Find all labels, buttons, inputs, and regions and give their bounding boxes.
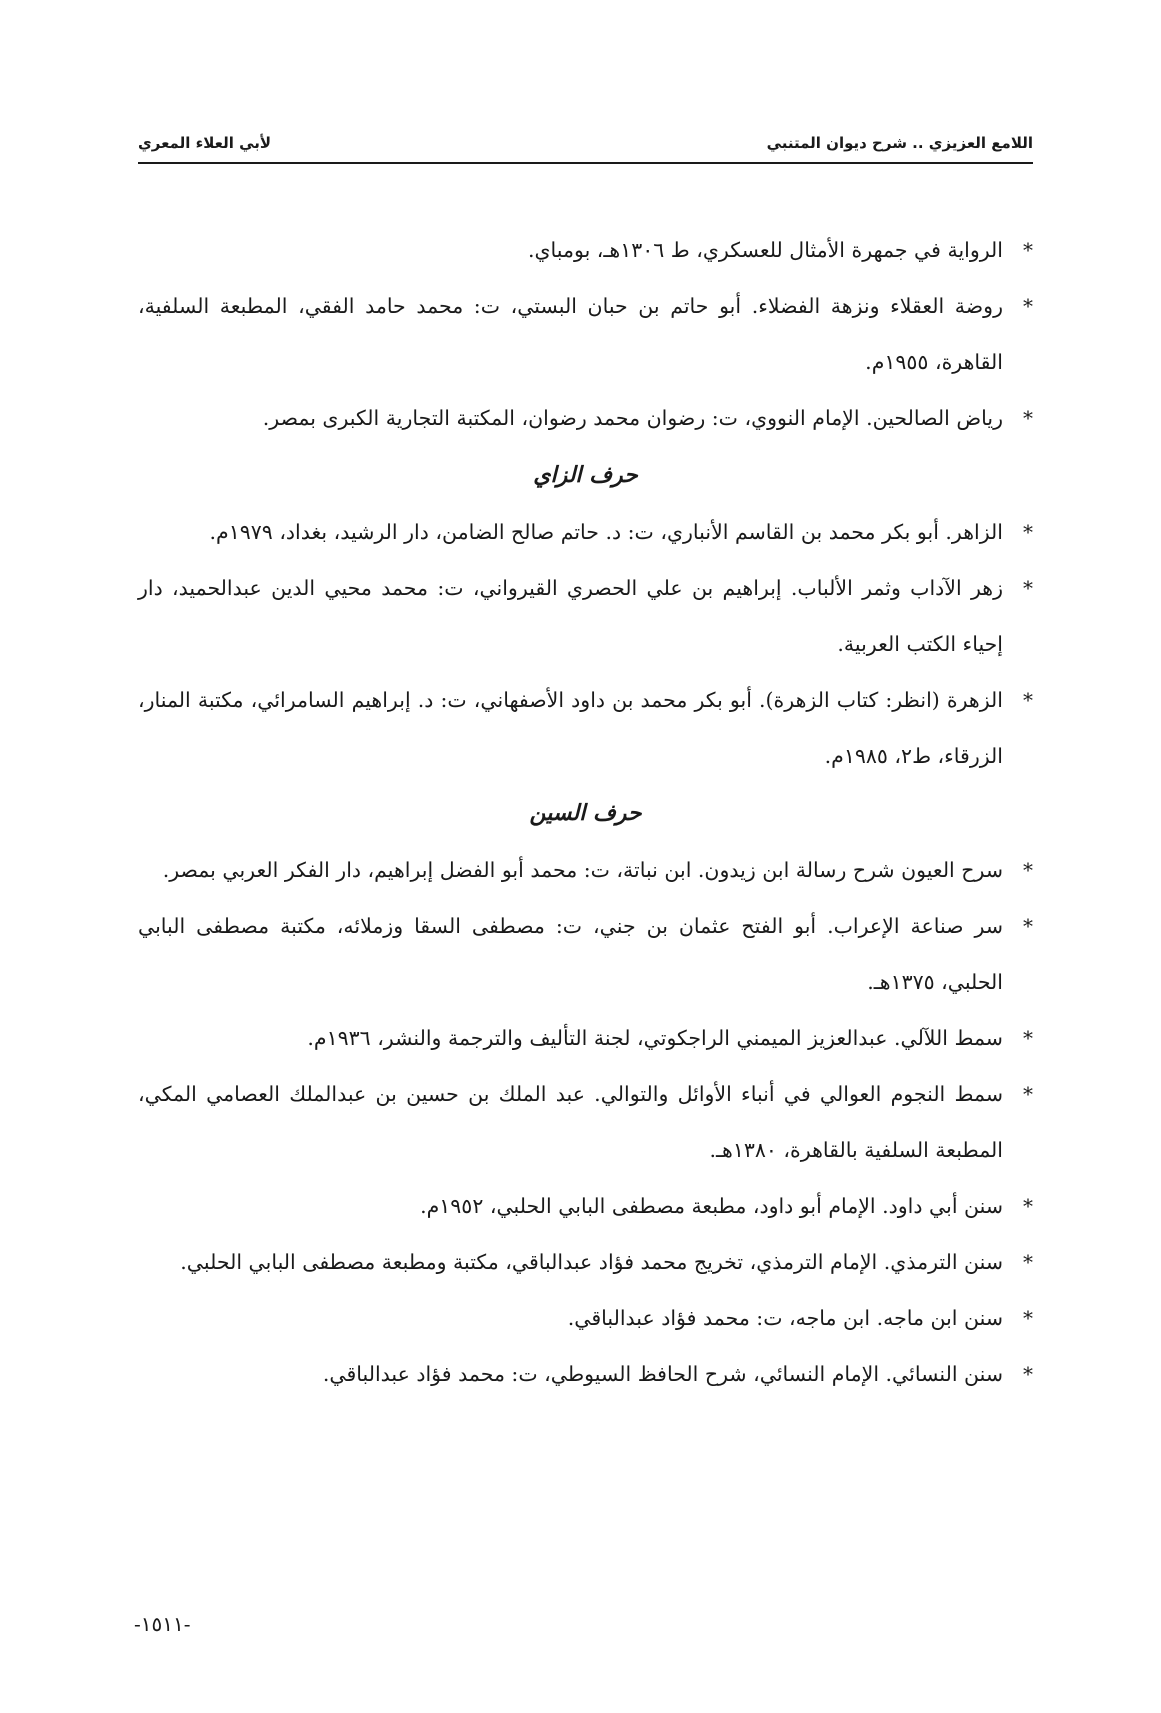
entry-text: الزاهر. أبو بكر محمد بن القاسم الأنباري، ت: د. حاتم صالح الضامن، دار الرشيد، بغداد، ١٩٧٩م. [209,520,1003,544]
bibliography-entry [138,1010,1033,1066]
bullet-star-icon: * [1023,294,1033,318]
entry-text: سنن ابن ماجه. ابن ماجه، ت: محمد فؤاد عبدالباقي. [567,1306,1003,1330]
bibliography-entry [138,222,1033,278]
bibliography-entry [138,1346,1033,1402]
bibliography-entry [138,390,1033,446]
bibliography-entry [138,504,1033,560]
bibliography-entry [138,1290,1033,1346]
section-heading-seen: حرف السين [529,800,642,826]
entry-text: رياض الصالحين. الإمام النووي، ت: رضوان محمد رضوان، المكتبة التجارية الكبرى بمصر. [262,406,1003,430]
bibliography-entry [138,1066,1033,1178]
bullet-star-icon: * [1023,1194,1033,1218]
entry-text: سنن أبي داود. الإمام أبو داود، مطبعة مصطفى البابي الحلبي، ١٩٥٢م. [420,1194,1003,1218]
bibliography-entry [138,898,1033,1010]
entry-text: زهر الآداب وثمر الألباب. إبراهيم بن علي الحصري القيرواني، ت: محمد محيي الدين عبدالحميد، دار إحياء الكتب العربية. [138,576,1003,656]
entry-text: سمط النجوم العوالي في أنباء الأوائل والتوالي. عبد الملك بن حسين بن عبدالملك العصامي المكي، المطبعة السلفية بالقاهرة، ١٣٨٠هـ. [138,1082,1003,1162]
bullet-star-icon: * [1023,576,1033,600]
bullet-star-icon: * [1023,1250,1033,1274]
bullet-star-icon: * [1023,688,1033,712]
bibliography-entry [138,560,1033,672]
bullet-star-icon: * [1023,238,1033,262]
entry-text: سرح العيون شرح رسالة ابن زيدون. ابن نباتة، ت: محمد أبو الفضل إبراهيم، دار الفكر العربي بمصر. [162,858,1003,882]
section-heading-zay: حرف الزاي [533,462,638,488]
bullet-star-icon: * [1023,520,1033,544]
bullet-star-icon: * [1023,1362,1033,1386]
book-title: اللامع العزيزي .. شرح ديوان المتنبي [766,134,1033,152]
entry-text: سنن الترمذي. الإمام الترمذي، تخريج محمد فؤاد عبدالباقي، مكتبة ومطبعة مصطفى البابي الحلبي. [180,1250,1003,1274]
entry-text: سمط اللآلي. عبدالعزيز الميمني الراجكوتي، لجنة التأليف والترجمة والنشر، ١٩٣٦م. [307,1026,1003,1050]
bullet-star-icon: * [1023,1306,1033,1330]
bullet-star-icon: * [1023,1082,1033,1106]
bullet-star-icon: * [1023,858,1033,882]
bibliography-entry [138,1234,1033,1290]
running-header [138,122,1033,164]
page-number: -١٥١١- [134,1612,191,1636]
bibliography-entry [138,278,1033,390]
author-name: لأبي العلاء المعري [138,134,272,152]
entry-text: سنن النسائي. الإمام النسائي، شرح الحافظ السيوطي، ت: محمد فؤاد عبدالباقي. [322,1362,1003,1386]
bibliography-list [138,222,1033,1402]
bullet-star-icon: * [1023,406,1033,430]
entry-text: الزهرة (انظر: كتاب الزهرة). أبو بكر محمد بن داود الأصفهاني، ت: د. إبراهيم السامرائي، مكتبة المنار، الزرقاء، ط٢، ١٩٨٥م. [138,688,1003,768]
bibliography-entry [138,672,1033,784]
entry-text: سر صناعة الإعراب. أبو الفتح عثمان بن جني، ت: مصطفى السقا وزملائه، مكتبة مصطفى البابي الحلبي، ١٣٧٥هـ. [138,914,1003,994]
entry-text: روضة العقلاء ونزهة الفضلاء. أبو حاتم بن حبان البستي، ت: محمد حامد الفقي، المطبعة السلفية، القاهرة، ١٩٥٥م. [138,294,1003,374]
bullet-star-icon: * [1023,914,1033,938]
entry-text: الرواية في جمهرة الأمثال للعسكري، ط ١٣٠٦هـ، بومباي. [528,238,1003,262]
bibliography-entry [138,1178,1033,1234]
bibliography-entry [138,842,1033,898]
bullet-star-icon: * [1023,1026,1033,1050]
